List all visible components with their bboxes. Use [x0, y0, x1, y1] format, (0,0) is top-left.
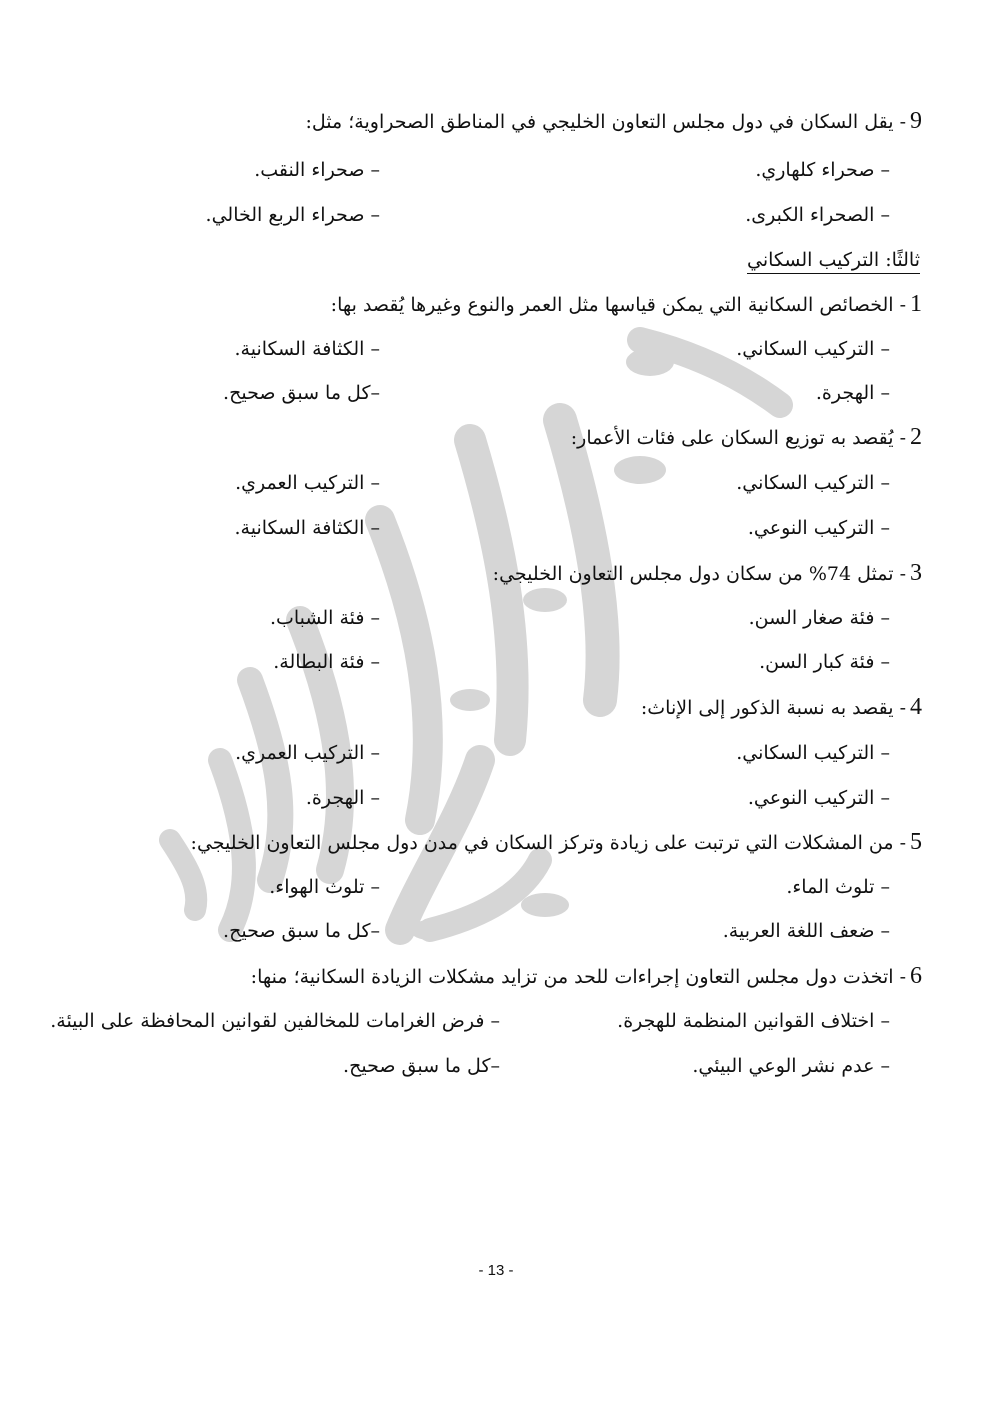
- question-number: 1: [910, 291, 922, 317]
- page-number: - 13 -: [478, 1262, 514, 1279]
- question-number: 2: [910, 424, 922, 450]
- option-b: – الكثافة السكانية.: [234, 338, 380, 360]
- option-a: – صحراء كلهاري.: [755, 159, 890, 181]
- question-6: [251, 963, 922, 990]
- option-c: – عدم نشر الوعي البيئي.: [692, 1055, 890, 1077]
- question-text: - اتخذت دول مجلس التعاون إجراءات للحد من تزايد مشكلات الزيادة السكانية؛ منها:: [250, 966, 906, 988]
- question-text: - الخصائص السكانية التي يمكن قياسها مثل العمر والنوع وغيرها يُقصد بها:: [330, 294, 906, 316]
- option-b: – التركيب العمري.: [235, 742, 380, 764]
- question-5: [191, 829, 922, 856]
- option-a: – التركيب السكاني.: [736, 742, 890, 764]
- option-a: – فئة صغار السن.: [748, 607, 890, 629]
- question-number: 9: [910, 108, 922, 134]
- option-c: – التركيب النوعي.: [747, 787, 890, 809]
- question-text: - تمثل 74% من سكان دول مجلس التعاون الخليجي:: [492, 563, 906, 585]
- option-d: – الكثافة السكانية.: [234, 517, 380, 539]
- option-a: – التركيب السكاني.: [736, 338, 890, 360]
- question-text: - يقل السكان في دول مجلس التعاون الخليجي في المناطق الصحراوية؛ مثل:: [305, 111, 906, 133]
- option-d: –كل ما سبق صحيح.: [223, 382, 380, 404]
- option-d: –كل ما سبق صحيح.: [223, 920, 380, 942]
- question-1: [331, 291, 922, 318]
- section-title: ثالثًا: التركيب السكاني: [747, 247, 920, 273]
- question-text: - من المشكلات التي ترتبت على زيادة وتركز السكان في مدن دول مجلس التعاون الخليجي:: [190, 832, 906, 854]
- option-d: –كل ما سبق صحيح.: [343, 1055, 500, 1077]
- option-d: – الهجرة.: [305, 787, 380, 809]
- question-text: - يقصد به نسبة الذكور إلى الإناث:: [640, 697, 906, 719]
- question-number: 5: [910, 829, 922, 855]
- question-9: [306, 108, 922, 135]
- option-d: – صحراء الربع الخالي.: [205, 204, 380, 226]
- question-number: 4: [910, 694, 922, 720]
- option-b: – تلوث الهواء.: [269, 876, 380, 898]
- option-c: – التركيب النوعي.: [747, 517, 890, 539]
- option-a: – اختلاف القوانين المنظمة للهجرة.: [617, 1010, 890, 1032]
- option-c: – الصحراء الكبرى.: [745, 204, 890, 226]
- option-c: – فئة كبار السن.: [759, 651, 890, 673]
- option-b: – فرض الغرامات للمخالفين لقوانين المحافظة على البيئة.: [50, 1010, 500, 1032]
- question-text: - يُقصد به توزيع السكان على فئات الأعمار:: [570, 427, 906, 449]
- option-c: – الهجرة.: [815, 382, 890, 404]
- option-b: – التركيب العمري.: [235, 472, 380, 494]
- question-number: 3: [910, 560, 922, 586]
- question-3: [493, 560, 922, 587]
- question-number: 6: [910, 963, 922, 989]
- option-c: – ضعف اللغة العربية.: [722, 920, 890, 942]
- option-d: – فئة البطالة.: [273, 651, 380, 673]
- option-a: – تلوث الماء.: [786, 876, 890, 898]
- question-4: [641, 694, 922, 721]
- option-b: – فئة الشباب.: [269, 607, 380, 629]
- option-b: – صحراء النقب.: [254, 159, 380, 181]
- option-a: – التركيب السكاني.: [736, 472, 890, 494]
- question-2: [571, 424, 922, 451]
